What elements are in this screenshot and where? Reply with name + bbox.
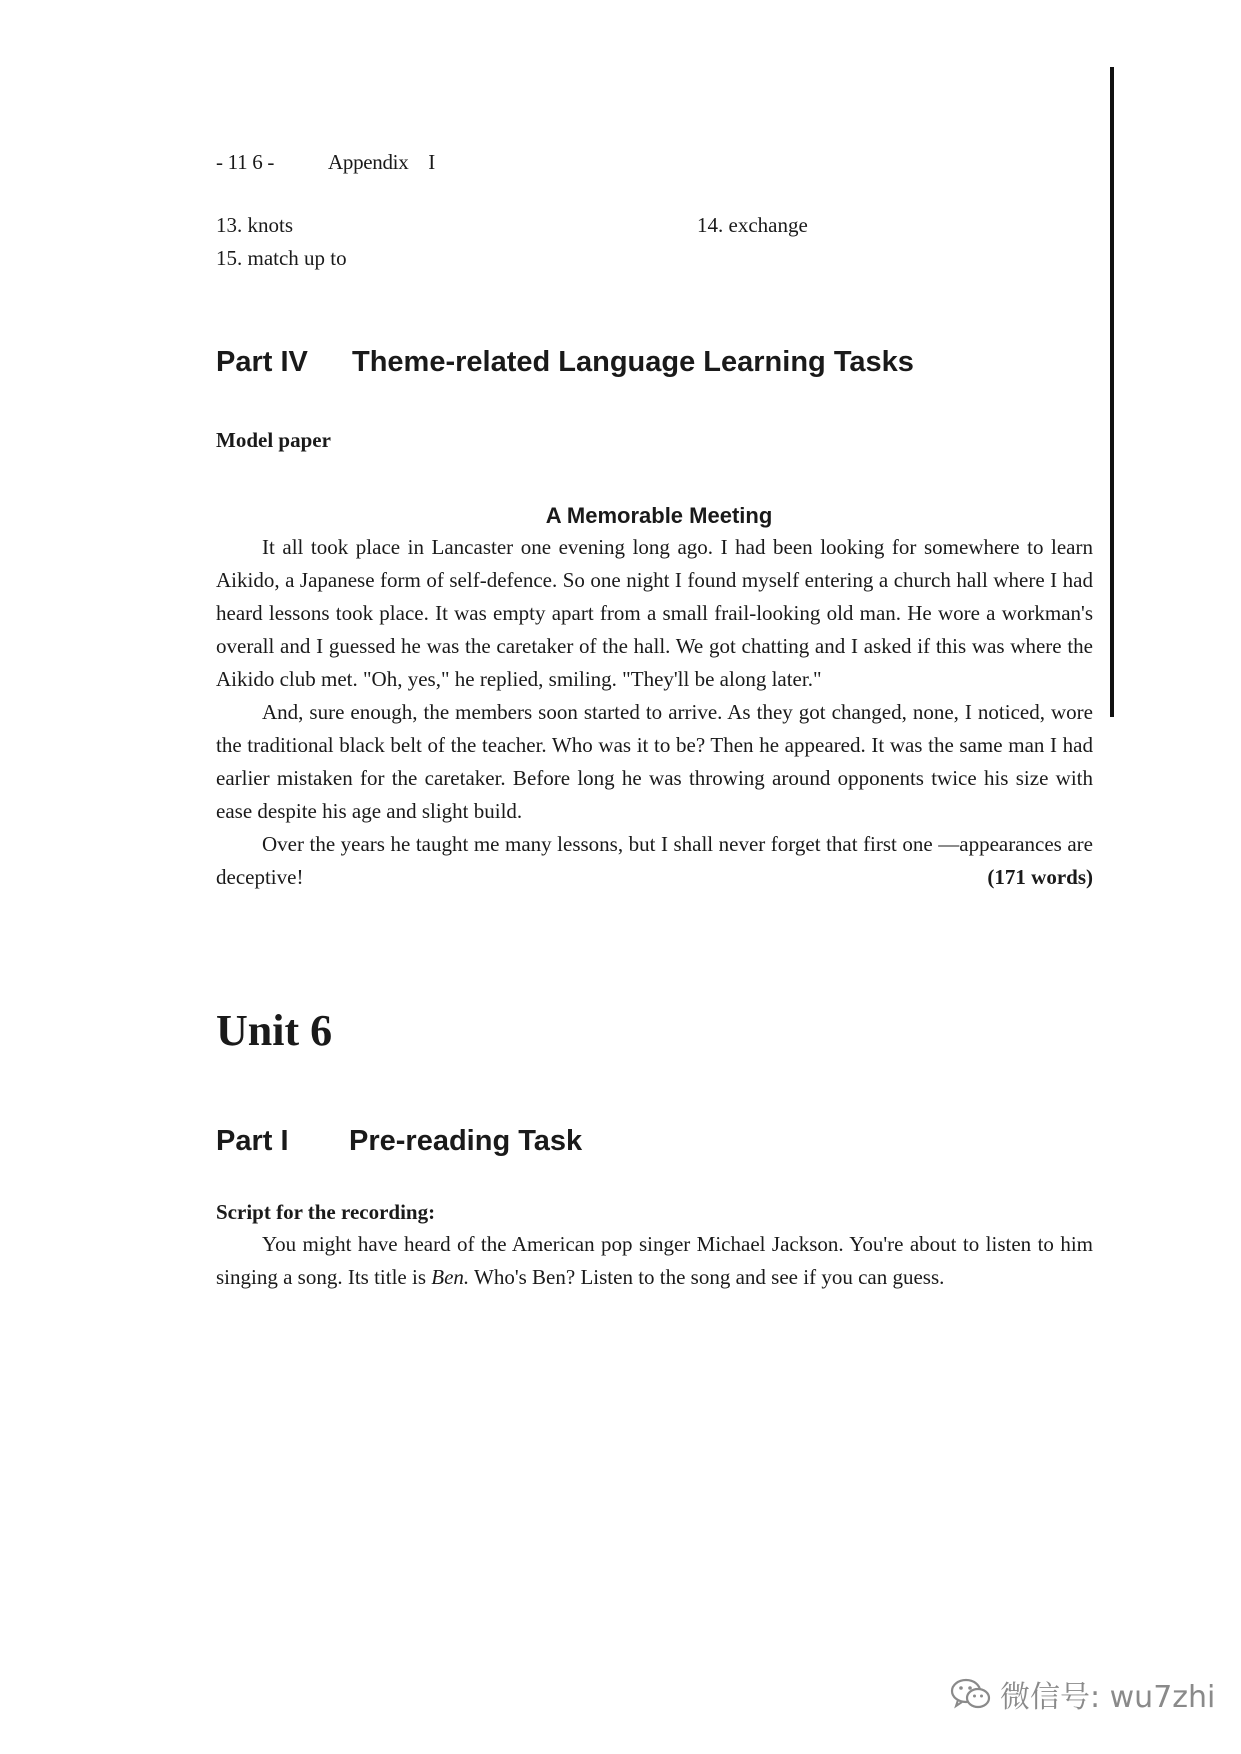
essay-paragraph: It all took place in Lancaster one evening long ago. I had been looking for somewhere to learn Aikido, a Japanese form of self-defence. So one night I found myself entering a church hall where I had heard lessons took place. It was empty apart from a small frail-looking old man. He wore a workman's overall and I guessed he was the caretaker of the hall. We got chatting and I asked if this was where the Aikido club met. "Oh, yes," he replied, smiling. "They'll be along later." <box>216 535 1093 691</box>
script-paragraph <box>216 1228 1093 1294</box>
part-label: Part IV <box>216 346 308 378</box>
running-head-title <box>328 150 435 175</box>
part-heading <box>216 346 914 379</box>
wechat-icon <box>950 1677 992 1711</box>
part-label: Part I <box>216 1125 289 1157</box>
margin-rule <box>1110 67 1114 717</box>
essay-title: A Memorable Meeting <box>545 503 773 528</box>
answer-text: exchange <box>728 213 808 237</box>
script-text-end: Who's Ben? Listen to the song and see if you can guess. <box>469 1265 945 1289</box>
part-heading <box>216 1125 583 1158</box>
answer-text: knots <box>247 213 294 237</box>
essay-paragraph: And, sure enough, the members soon started to arrive. As they got changed, none, I noticed, wore the traditional black belt of the teacher. Who was it to be? Then he appeared. It was the same man I had earlier mistaken for the caretaker. Before long he was throwing around opponents twice his size with ease despite his age and slight build. <box>216 700 1093 823</box>
section-name: Appendix <box>328 150 409 174</box>
answer-item <box>697 213 808 238</box>
answer-item <box>216 246 347 271</box>
watermark-text: 微信号: wu7zhi <box>1000 1680 1216 1715</box>
answer-number: 15. <box>216 246 243 270</box>
unit-title: Unit 6 <box>216 1006 333 1055</box>
part-title: Pre-reading Task <box>349 1125 583 1157</box>
song-title: Ben. <box>431 1265 470 1289</box>
part-title: Theme-related Language Learning Tasks <box>352 346 914 378</box>
essay-paragraph <box>216 828 1093 894</box>
answer-number: 13. <box>216 213 243 237</box>
model-paper-label: Model paper <box>216 428 331 452</box>
section-number: I <box>428 150 435 174</box>
word-count: (171 words) <box>987 865 1093 889</box>
script-label: Script for the recording: <box>216 1200 436 1224</box>
answer-item <box>216 213 293 238</box>
running-head <box>216 150 435 175</box>
essay-paragraph-text: Over the years he taught me many lessons, but I shall never forget that first one —appearances are deceptive! <box>216 832 1093 889</box>
answer-number: 14. <box>697 213 724 237</box>
page-number: - 11 6 - <box>216 150 275 174</box>
script-body <box>216 1228 1093 1294</box>
watermark <box>950 1672 1215 1716</box>
essay-body <box>216 531 1093 894</box>
answer-text: match up to <box>247 246 347 270</box>
script-text: You might have heard of the American pop singer Michael Jackson. You're about to listen to him singing a song. Its title is <box>216 1232 1093 1289</box>
